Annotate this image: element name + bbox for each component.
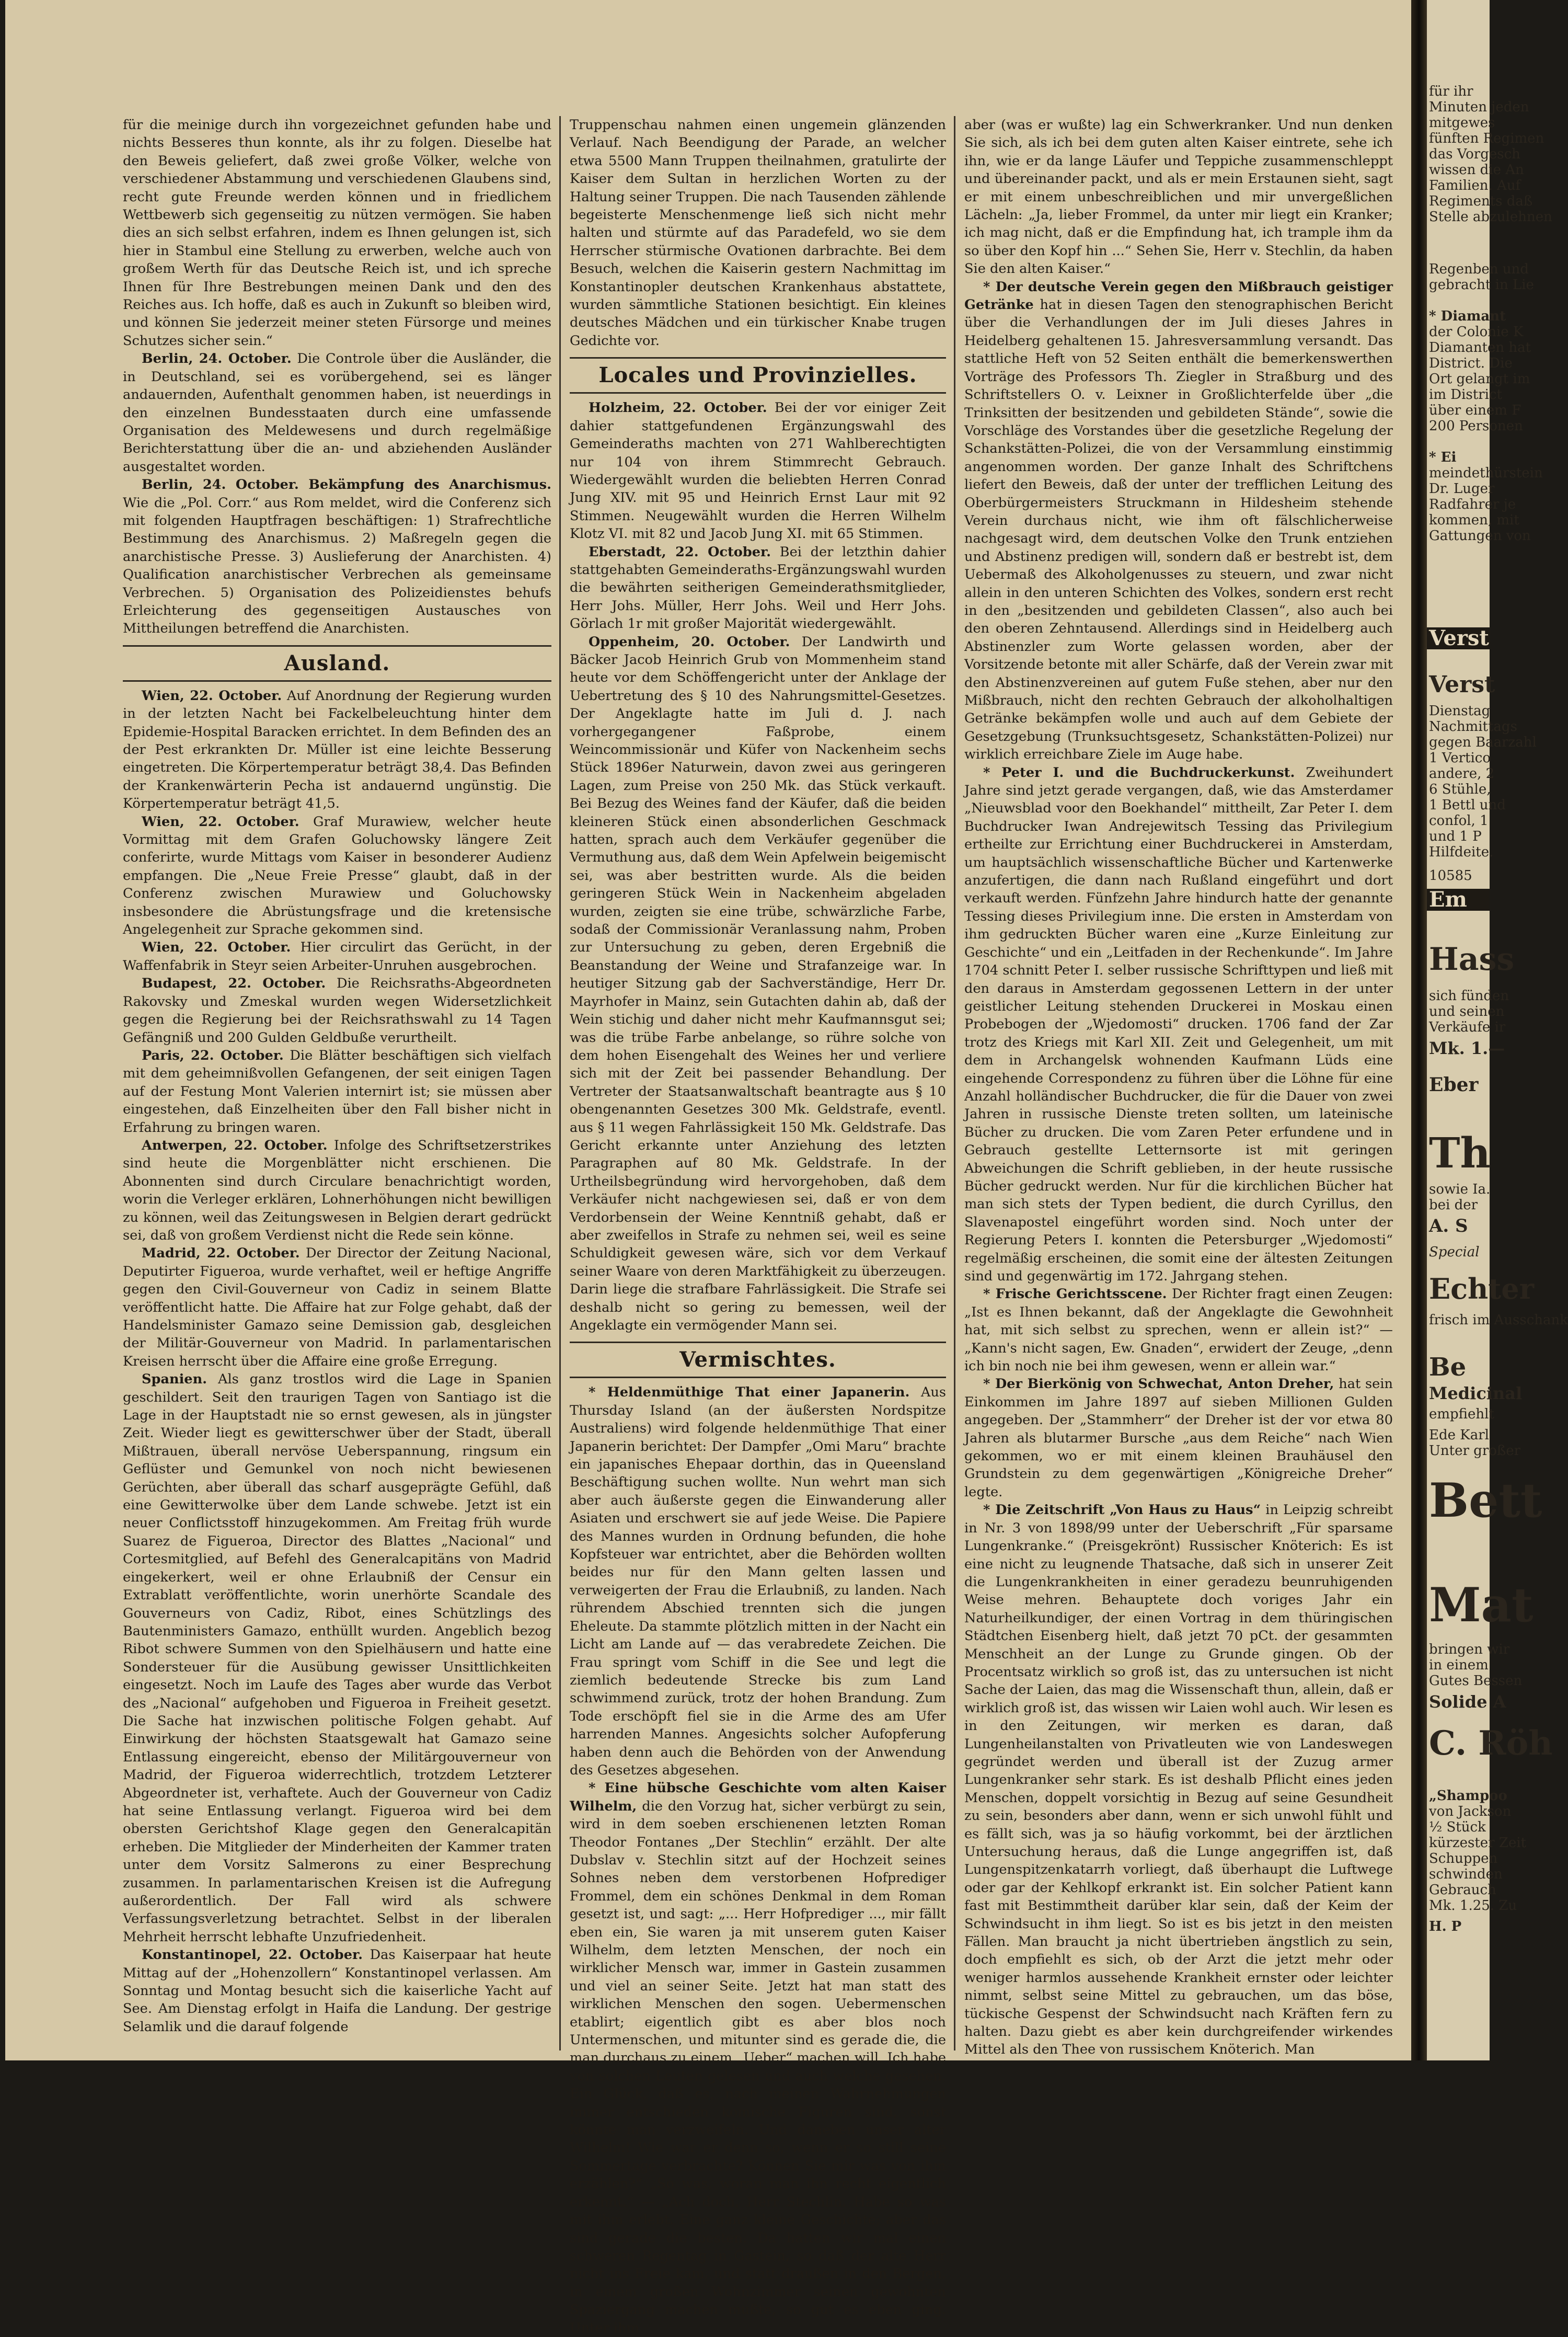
edge-text: Bett (1429, 1473, 1542, 1528)
edge-text: über einem F (1429, 403, 1521, 418)
article-paragraph: Wien, 22. October. Graf Murawiew, welcher heute Vormittag mit dem Grafen Goluchowsky längere Zeit conferirte, wurde Mittags vom Kaiser in besonderer Audienz empfangen. Die „Neue Freie Presse“ glaubt, daß in der Conferenz zwischen Murawiew und Goluchowsky insbesondere die Abrüstungsfrage und die kretensische Angelegenheit zur Sprache gekommen sind. (123, 814, 551, 938)
article-paragraph: * Die Zeitschrift „Von Haus zu Haus“ in Leipzig schreibt in Nr. 3 von 1898/99 unter der Ueberschrift „Für sparsame Lungenkranke.“ (Preisgekrönt) Russischer Knöterich: Es ist eine nicht zu leugnende Thatsache, daß sich in unserer Zeit die Lungenkrankheiten in einer geradezu beunruhigenden Weise mehren. Behauptete doch voriges Jahr ein Naturheilkundiger, der einen Vortrag in dem thüringischen Städtchen Eisenberg hielt, daß jetzt 70 pCt. der gesammten Menschheit an der Lunge zu Grunde gingen. Ob der Procentsatz wirklich so groß ist, das zu untersuchen ist nicht Sache der Laien, das mag die Wissenschaft thun, allein, daß er wirklich groß ist, das wissen wir Laien wohl auch. Wir lesen es in den Zeitungen, wir merken es daran, daß Lungenheilanstalten von Privatleuten wie von Landeswegen gegründet werden und überall ist der Zuzug armer Lungenkranker sehr stark. Es ist deshalb Pflicht eines jeden Menschen, doppelt vorsichtig in Bezug auf seine Gesundheit zu sein, besonders aber dann, wenn er sich unwohl fühlt und es fällt sich, was ja so häufig vorkommt, bei der ärztlichen Untersuchung heraus, daß die Lunge angegriffen ist, daß Lungenspitzenkatarrh vorliegt, daß überhaupt die Luftwege oder gar der Kehlkopf erkrankt ist. Ein solcher Patient kann fast mit Bestimmtheit darüber klar sein, daß der Keim der Schwindsucht in ihm liegt. So ist es bis jetzt in den meisten Fällen. Man braucht ja nicht übertrieben ängstlich zu sein, doch empfiehlt es sich, ob der Arzt die jetzt mehr oder weniger harmlos aussehende Krankheit ernster oder leichter nimmt, selbst seine Mittel zu gebrauchen, um das böse, tückische Gespenst der Schwindsucht nach Kräften fern zu halten. Dazu giebt es aber kein durchgreifender wirkendes Mittel als den Thee von russischem Knöterich. Man (964, 1502, 1393, 2058)
edge-text: Regenben und (1429, 261, 1529, 277)
edge-text: Radfahrer je (1429, 497, 1516, 512)
article-paragraph: Holzheim, 22. October. Bei der vor einiger Zeit dahier stattgefundenen Ergänzungswahl des Gemeinderaths machten von 271 Wahlberechtigten nur 104 von ihrem Stimmrecht Gebrauch. Wiedergewählt wurden die beliebten Herren Conrad Jung XIV. mit 95 und Heinrich Ernst Laur mit 92 Stimmen. Neugewählt wurden die Herren Wilhelm Klotz VI. mit 82 und Jacob Jung XI. mit 65 Stimmen. (570, 400, 946, 542)
edge-text: ½ Stück (1429, 1819, 1486, 1835)
edge-text: 10585 (1429, 868, 1472, 884)
edge-text: kommen, mit (1429, 512, 1519, 528)
edge-text: 6 Stühle, (1429, 782, 1491, 797)
edge-text: C. Röh (1429, 1724, 1553, 1763)
edge-text: Stelle abzulehnen (1429, 209, 1552, 225)
edge-text: für ihr (1429, 84, 1473, 99)
edge-text: gegen Baarzahl (1429, 735, 1537, 750)
edge-text: Gutes Bessen (1429, 1673, 1523, 1689)
edge-text: Unter großer (1429, 1443, 1521, 1459)
edge-text: das Vorgesch (1429, 146, 1520, 162)
edge-text: 1 Vertico (1429, 750, 1491, 766)
edge-text: frisch im Ausschank (1429, 1312, 1568, 1328)
ad-box: Verst (1427, 627, 1490, 649)
article-paragraph: Budapest, 22. October. Die Reichsraths-Abgeordneten Rakovsky und Zmeskal wurden wegen Widersetzlichkeit gegen die Regierung bei der Reichsrathswahl zu 14 Tagen Gefängniß und 200 Gulden Geldbuße verurtheilt. (123, 976, 551, 1046)
edge-text: Mk. 1.25. Zu (1429, 1898, 1517, 1914)
dateline: * Frische Gerichtsscene. (983, 1286, 1167, 1302)
section-heading-locales: Locales und Provinzielles. (570, 357, 946, 394)
edge-text: Dienstag (1429, 703, 1491, 719)
edge-text: Schuppen (1429, 1851, 1498, 1866)
dateline: Wien, 22. October. (142, 688, 282, 704)
article-paragraph: aber (was er wußte) lag ein Schwerkranker. Und nun denken Sie sich, als ich bei dem guten alten Kaiser eintrete, sehe ich ihn, wie er da lange Läufer und Teppiche zusammenschleppt und übereinander packt, und als er mein Erstaunen sieht, sagt er mit einem unbeschreiblichen und mir unvergeßlichen Lächeln: „Ja, lieber Frommel, da unter mir liegt ein Kranker; ich mag nicht, daß er die Empfindung hat, ich trample ihm da so über den Kopf hin ...“ Sehen Sie, Herr v. Stechlin, da haben Sie den alten Kaiser.“ (964, 117, 1393, 277)
dateline: * Heldenmüthige That einer Japanerin. (589, 1384, 910, 1401)
ad-box: Em (1427, 889, 1490, 911)
dateline: Madrid, 22. October. (142, 1245, 300, 1262)
adjacent-page-edge (1427, 0, 1568, 2060)
column-rule (954, 116, 955, 2050)
edge-text: in einem (1429, 1657, 1489, 1673)
edge-text: und seinen (1429, 1004, 1505, 1019)
edge-text: fünften Regimen (1429, 131, 1544, 146)
edge-text: andere, 2 (1429, 766, 1495, 782)
dateline: Konstantinopel, 22. October. (142, 1947, 363, 1963)
edge-text: Special (1429, 1244, 1480, 1260)
dateline: * Die Zeitschrift „Von Haus zu Haus“ (983, 1502, 1261, 1518)
article-paragraph: * Heldenmüthige That einer Japanerin. Aus Thursday Island (an der äußersten Nordspitze Australiens) wird folgende heldenmüthige That einer Japanerin berichtet: Der Dampfer „Omi Maru“ brachte ein japanisches Ehepaar dorthin, das in Queensland Beschäftigung suchen wollte. Nun wehrt man sich aber auch äußerste gegen die Einwanderung aller Asiaten und erschwert sie auf jede Weise. Die Papiere des Mannes wurden in Ordnung befunden, die hohe Kopfsteuer war entrichtet, aber die Behörden wollten beides nur für den Mann gelten lassen und verweigerten der Frau die Erlaubniß, zu landen. Nach rührendem Abschied trennten sich die jungen Eheleute. Da stammte plötzlich mitten in der Nacht ein Licht am Lande auf — das verabredete Zeichen. Die Frau springt vom Schiff in die See und legt die ziemlich bedeutende Strecke bis zum Land schwimmend zurück, trotz der hohen Brandung. Zum Tode erschöpft fiel sie in die Arme des am Ufer harrenden Mannes. Angesichts solcher Aufopferung haben denn auch die Behörden von der Anwendung des Gesetzes abgesehen. (570, 1384, 946, 1778)
edge-text: * Diamant (1429, 308, 1506, 324)
edge-text: im District (1429, 387, 1502, 403)
dateline: Oppenheim, 20. October. (589, 634, 790, 650)
edge-text: der Colonie K (1429, 324, 1524, 340)
edge-text: gebracht in Lie (1429, 277, 1534, 293)
article-paragraph: Madrid, 22. October. Der Director der Zeitung Nacional, Deputirter Figueroa, wurde verhaftet, weil er heftige Angriffe gegen den Civil-Gouverneur von Cadiz in seinem Blatte veröffentlicht hatte. Die Affaire hat zur Folge gehabt, daß der Handelsminister Gamazo seine Demission gab, desgleichen der Militär-Gouverneur von Madrid. In parlamentarischen Kreisen herrscht über die Affaire eine große Erregung. (123, 1245, 551, 1369)
article-paragraph: Wien, 22. October. Auf Anordnung der Regierung wurden in der letzten Nacht bei Fackelbeleuchtung hinter dem Epidemie-Hospital Baracken errichtet. In dem Befinden des an der Pest erkrankten Dr. Müller ist eine leichte Besserung eingetreten. Die Körpertemperatur beträgt 38,4. Das Befinden der Krankenwärterin Pecha ist andauernd ungünstig. Die Körpertemperatur beträgt 41,5. (123, 688, 551, 812)
article-paragraph: * Peter I. und die Buchdruckerkunst. Zweihundert Jahre sind jetzt gerade vergangen, daß, wie das Amsterdamer „Nieuwsblad voor den Boekhandel“ mittheilt, Zar Peter I. dem Buchdrucker Iwan Andrejewitsch Tessing das Privilegium ertheilte zur Errichtung einer Buchdruckerei in Amsterdam, um hauptsächlich wissenschaftliche Bücher und Kartenwerke anzufertigen, die dann nach Rußland eingeführt und dort verkauft werden. Fünfzehn Jahre hindurch hatte der genannte Tessing dieses Privilegium inne. Die ersten in Amsterdam von ihm gedruckten Bücher waren eine „Kurze Einleitung zur Geschichte“ und ein „Leitfaden in der Rechenkunde“. Im Jahre 1704 schnitt Peter I. selber russische Schrifttypen und ließ mit den daraus in Amsterdam gegossenen Lettern in der unter geistlicher Leitung stehenden Druckerei in Moskau einen Probebogen der „Wjedomosti“ drucken. 1706 fand der Zar trotz des Kriegs mit Karl XII. Zeit und Gelegenheit, um mit dem in Archangelsk wohnenden Kaufmann Lüds eine eingehende Correspondenz zu führen über die Löhne für eine Anzahl holländischer Buchdrucker, die für die Dauer von zwei Jahren in russische Dienste treten sollten, um lateinische Bücher zu drucken. Die vom Zaren Peter erfundene und in Gebrauch gestellte Letternsorte ist mit geringen Abweichungen die Schrift geblieben, in der heute russische Bücher gedruckt werden. Nur für die kirchlichen Bücher hat man sich stets der Typen bedient, die durch Cyrillus, den Slavenapostel eingeführt worden sind. Noch unter der Regierung Peters I. konnten die Petersburger „Wjedomosti“ regelmäßig erscheinen, die somit eine der ältesten Zeitungen sind und gegenwärtig im 172. Jahrgang stehen. (964, 764, 1393, 1284)
dateline: Holzheim, 22. October. (589, 400, 767, 416)
edge-text: wissen die An (1429, 162, 1524, 178)
edge-text: Dr. Luger (1429, 481, 1495, 497)
dateline: Spanien. (142, 1371, 207, 1388)
dateline: Wien, 22. October. (142, 814, 299, 830)
edge-text: Diamanten hat (1429, 340, 1531, 356)
section-heading-vermischtes: Vermischtes. (570, 1342, 946, 1378)
edge-text: bringen wir (1429, 1642, 1510, 1657)
edge-text: „Shampoo (1429, 1788, 1507, 1804)
edge-text: Ort gelangt im (1429, 371, 1530, 387)
article-paragraph: Oppenheim, 20. October. Der Landwirth und Bäcker Jacob Heinrich Grub von Mommenheim stand heute vor dem Schöffengericht unter der Anklage der Uebertretung des § 10 des Nahrungsmittel-Gesetzes. Der Angeklagte hatte im Juli d. J. nach vorhergegangener Faßprobe, einem Weincommissionär und Küfer von Nackenheim sechs Stück 1896er Naturwein, davon zwei aus geringeren Lagen, zum Preise von 250 Mk. das Stück verkauft. Bei Bezug des Weines fand der Käufer, daß die beiden kleineren Stück einen absonderlichen Geschmack hatten, sprach auch dem Verkäufer gegenüber die Vermuthung aus, daß dem Wein Apfelwein beigemischt sei, was aber bestritten wurde. Als die beiden geringeren Stück Wein in Nackenheim abgeladen wurden, zeigten sie eine trübe, schwärzliche Farbe, sodaß der Commissionär Veranlassung nahm, Proben zur Untersuchung zu geben, deren Ergebniß die Beanstandung der Weine und Strafanzeige war. In heutiger Sitzung gab der Sachverständige, Herr Dr. Mayrhofer in Mainz, sein Gutachten dahin ab, daß der Wein stichig und daher nicht mehr Kaufmannsgut sei; was die trübe Farbe anbelange, so rühre solche von dem hohen Eisengehalt des Weines her und verliere sich mit der Zeit bei passender Behandlung. Der Vertreter der Staatsanwaltschaft beantragte aus § 10 obengenannten Gesetzes 300 Mk. Geldstrafe, eventl. aus § 11 wegen Fahrlässigkeit 150 Mk. Geldstrafe. Das Gericht erkannte unter Anziehung des letzten Paragraphen auf 80 Mk. Geldstrafe. In der Urtheilsbegründung wird hervorgehoben, daß dem Verkäufer nicht nachgewiesen sei, daß er von dem Verdorbensein der Weine Kenntniß gehabt, daß er aber zweifellos in Strafe zu nehmen sei, weil es seine Schuldigkeit gewesen wäre, sich vor dem Verkauf seiner Waare von deren Marktfähigkeit zu überzeugen. Darin liege die strafbare Fahrlässigkeit. Die Strafe sei deshalb nicht so gering zu bemessen, weil der Angeklagte ein vermögender Mann sei. (570, 634, 946, 1333)
dateline: * Der Bierkönig von Schwechat, Anton Dreher, (983, 1376, 1334, 1392)
edge-text: * Ei (1429, 450, 1457, 465)
edge-text: Gebrauch (1429, 1882, 1496, 1898)
column-1 (123, 116, 551, 2050)
article-paragraph: Antwerpen, 22. October. Infolge des Schriftsetzerstrikes sind heute die Morgenblätter nicht erschienen. Die Abonnenten sind durch Circulare benachrichtigt worden, worin die Verleger erklären, Lohnerhöhungen nicht bewilligen zu können, weil das Zeitungswesen in Belgien derart gedrückt sei, daß von großem Verdienst nicht die Rede sein könne. (123, 1137, 551, 1243)
column-3 (964, 116, 1393, 2058)
edge-text: Eber (1429, 1074, 1479, 1096)
edge-text: Familien. Auf (1429, 178, 1521, 193)
edge-text: Verst (1429, 671, 1495, 698)
section-heading-ausland: Ausland. (123, 645, 551, 682)
edge-text: Regiments daß (1429, 193, 1533, 209)
edge-text: Hilfdeite. (1429, 844, 1494, 860)
dateline: Wien, 22. October. (142, 940, 291, 956)
edge-text: H. P (1429, 1919, 1462, 1934)
dateline: Eberstadt, 22. October. (589, 544, 771, 560)
edge-text: Echter (1429, 1272, 1535, 1305)
dateline: Berlin, 24. October. (142, 351, 292, 367)
edge-text: bei der (1429, 1197, 1478, 1213)
edge-text: schwinden (1429, 1866, 1503, 1882)
edge-text: Verkäufe ir (1429, 1019, 1506, 1035)
dateline: * Der deutsche Verein gegen den Mißbrauch geistiger Getränke (964, 279, 1393, 313)
edge-text: und 1 P (1429, 829, 1482, 844)
edge-text: mitgewes (1429, 115, 1495, 131)
edge-text: Mk. 1.— (1429, 1038, 1505, 1058)
dateline: * Peter I. und die Buchdruckerkunst. (983, 764, 1295, 781)
edge-text: Nachmittags (1429, 719, 1517, 735)
edge-text: District. Die (1429, 356, 1513, 371)
column-2 (570, 116, 946, 2336)
article-paragraph: für die meinige durch ihn vorgezeichnet gefunden habe und nichts Besseres thun konnte, als ihr zu folgen. Dieselbe hat den Beweis geliefert, daß zwei große Völker, welche von verschiedener Abstammung und verschiedenen Glaubens sind, recht gute Freunde werden können und in friedlichem Wettbewerb sich gegenseitig zu nützen vermögen. Sie haben dies an sich selbst erfahren, indem es Ihnen gelungen ist, sich hier in Stambul eine Stellung zu erwerben, welche auch von großem Werth für das Deutsche Reich ist, und ich spreche Ihnen für Ihre Bestrebungen meinen Dank und den des Reiches aus. Ich hoffe, daß es auch in Zukunft so bleiben wird, und können Sie jederzeit meiner steten Fürsorge und meines Schutzes sicher sein.“ (123, 117, 551, 349)
edge-text: Minuten jeden (1429, 99, 1529, 115)
edge-text: 200 Personen (1429, 418, 1523, 434)
article-paragraph: * Der Bierkönig von Schwechat, Anton Dreher, hat sein Einkommen im Jahre 1897 auf sieben Millionen Gulden angegeben. Der „Stammherr“ der Dreher ist der vor etwa 80 Jahren als blutarmer Bursche „aus dem Reiche“ nach Wien gekommen, wo er mit einem kleinen Brauhäusel den Grundstein zu dem gegenwärtigen „Königreiche Dreher“ legte. (964, 1376, 1393, 1500)
article-paragraph: Berlin, 24. October. Bekämpfung des Anarchismus. Wie die „Pol. Corr.“ aus Rom meldet, wird die Conferenz sich mit folgenden Hauptfragen beschäftigen: 1) Strafrechtliche Bestimmung des Anarchismus. 2) Maßregeln gegen die anarchistische Presse. 3) Auslieferung der Anarchisten. 4) Qualification anarchistischer Verbrechen als gemeinsame Verbrechen. 5) Organisation des Polizeidienstes behufs Erleichterung des gegenseitigen Austausches von Mittheilungen betreffend die Anarchisten. (123, 477, 551, 637)
edge-text: 1 Bettl und (1429, 797, 1506, 813)
dateline: Antwerpen, 22. October. (142, 1137, 328, 1153)
article-paragraph: Wien, 22. October. Hier circulirt das Gerücht, in der Waffenfabrik in Steyr seien Arbeiter-Unruhen ausgebrochen. (123, 940, 551, 973)
edge-text: empfiehlt (1429, 1406, 1494, 1422)
edge-text: Medicinal (1429, 1383, 1523, 1403)
edge-text: Ede Karl (1429, 1427, 1489, 1443)
edge-text: kürzester Zeit (1429, 1835, 1527, 1851)
edge-text: Be (1429, 1353, 1467, 1382)
article-paragraph: Eberstadt, 22. October. Bei der letzthin dahier stattgehabten Gemeinderaths-Ergänzungswahl wurden die bewährten seitherigen Gemeinderathsmitglieder, Herr Johs. Müller, Herr Johs. Weil und Herr Johs. Görlach 1r mit großer Majorität wiedergewählt. (570, 544, 946, 632)
edge-text: Hass (1429, 941, 1515, 978)
edge-text: sowie Ia. (1429, 1182, 1491, 1197)
edge-text: Solide A (1429, 1692, 1506, 1712)
edge-text: meindethürstein (1429, 465, 1543, 481)
article-paragraph: Berlin, 24. October. Die Controle über die Ausländer, die in Deutschland, sei es vorübergehend, sei es länger andauernden, Aufenthalt genommen haben, ist neuerdings in den einzelnen Bundesstaaten durch eine umfassende Organisation des Meldewesens und durch regelmäßige Berichterstattung über die an- und abziehenden Ausländer ausgestaltet worden. (123, 351, 551, 475)
dateline: * Eine hübsche Geschichte vom alten Kaiser Wilhelm, (570, 1780, 946, 1814)
article-paragraph: Paris, 22. October. Die Blätter beschäftigen sich vielfach mit dem geheimnißvollen Gefangenen, der seit einigen Tagen auf der Festung Mont Valerien internirt ist; sie müssen aber eingestehen, daß Einzelheiten über den Fall bisher nicht in Erfahrung zu bringen waren. (123, 1047, 552, 1136)
dateline: Paris, 22. October. (142, 1047, 284, 1063)
article-paragraph: * Frische Gerichtsscene. Der Richter fragt einen Zeugen: „Ist es Ihnen bekannt, daß der Angeklagte die Gewohnheit hat, mit sich selbst zu sprechen, wenn er allein ist?“ — „Kann's nicht sagen, Ew. Gnaden“, erwidert der Zeuge, „denn ich bin noch nie bei ihm gewesen, wenn er allein war.“ (964, 1286, 1393, 1374)
edge-text: Th (1429, 1128, 1491, 1177)
edge-text: A. S (1429, 1216, 1468, 1236)
edge-text: confol, 1 (1429, 813, 1489, 829)
edge-text: von Jackson (1429, 1804, 1512, 1819)
article-paragraph: * Der deutsche Verein gegen den Mißbrauch geistiger Getränke hat in diesen Tagen den stenographischen Bericht über die Verhandlungen der im Juli dieses Jahres in Heidelberg gehaltenen 15. Jahresversammlung versandt. Das stattliche Heft von 52 Seiten enthält die bemerkenswerthen Vorträge des Professors Th. Ziegler in Straßburg und des Schriftstellers O. v. Leixner in Großlichterfelde über „die Trinksitten der besitzenden und gebildeten Stände“, sowie die Vorschläge des Vorstandes über die gesetzliche Regelung der Schankstätten-Polizei, die von der Versammlung einstimmig angenommen worden. Der ganze Inhalt des Schriftchens liefert den Beweis, daß der unter der trefflichen Leitung des Oberbürgermeisters Struckmann in Hildesheim stehende Verein durchaus nicht, wie ihm oft fälschlicherweise nachgesagt wird, dem deutschen Volke den Trunk entziehen und Abstinenz predigen will, sondern daß er bestrebt ist, dem Uebermaß des Alkoholgenusses zu steuern, und zwar nicht allein in den unteren Schichten des Volkes, sondern erst recht in den „besitzenden und gebildeten Classen“, also auch bei den oberen Zehntausend. Allerdings sind in Heidelberg auch Abstinenzler zum Worte gelassen worden, aber der Vorsitzende betonte mit aller Schärfe, daß der Verein zwar mit den Abstinenzvereinen auf gutem Fuße stehen, aber nur den Mißbrauch, nicht den rechten Gebrauch der alkoholhaltigen Getränke bekämpfen wolle und auch auf dem Gebiete der Gesetzgebung (Trunksuchtsgesetz, Schankstätten-Polizei) nur wirklich erreichbare Ziele im Auge habe. (964, 279, 1393, 763)
dateline: Berlin, 24. October. Bekämpfung des Anarchismus. (142, 477, 551, 493)
article-paragraph: Truppenschau nahmen einen ungemein glänzenden Verlauf. Nach Beendigung der Parade, an welcher etwa 5500 Mann Truppen theilnahmen, gratulirte der Kaiser dem Sultan in herzlichen Worten zu der Haltung seiner Truppen. Die nach Tausenden zählende begeisterte Menschenmenge ließ sich nicht mehr halten und stürmte auf das Paradefeld, wo sie dem Herrscher stürmische Ovationen darbrachte. Bei dem Besuch, welchen die Kaiserin gestern Nachmittag im Konstantinopler deutschen Krankenhaus abstattete, wurden sämmtliche Stationen besichtigt. Ein kleines deutsches Mädchen und ein türkischer Knabe trugen Gedichte vor. (570, 117, 946, 349)
edge-text: sich fünden (1429, 988, 1509, 1004)
article-paragraph: Spanien. Als ganz trostlos wird die Lage in Spanien geschildert. Seit den traurigen Tagen von Santiago ist die Lage in der Hauptstadt nie so ernst gewesen, als in jüngster Zeit. Wieder liegt es gewitterschwer über der Stadt, überall Mißtrauen, überall nervöse Ueberspannung, ringsum ein Geflüster und Gemunkel von noch nicht bewiesenen Gerüchten, aber überall das scharf ausgeprägte Gefühl, daß eine Gewitterwolke über dem Lande schwebe. Jetzt ist ein neuer Conflictsstoff hinzugekommen. Am Freitag früh wurde Suarez de Figueroa, Director des Blattes „Nacional“ und Cortesmitglied, auf Befehl des Generalcapitäns von Madrid eingekerkert, weil er ohne Erlaubniß der Censur ein Extrablatt veröffentlichte, worin unerhörte Scandale des Gouverneurs von Cadiz, Ribot, eines Schützlings des Bautenministers Gamazo, enthüllt wurden. Angeblich bezog Ribot schwere Summen von den Spielhäusern und hatte eine Sondersteuer für die Ausübung gewisser Unsittlichkeiten eingesetzt. Noch im Laufe des Tages aber wurde das Verbot des „Nacional“ aufgehoben und Figueroa in Freiheit gesetzt. Die Sache hat inzwischen politische Folgen gehabt. Auf Einwirkung der höchsten Staatsgewalt hat Gamazo seine Entlassung eingereicht, ebenso der Militärgouverneur von Madrid, der Figueroa widerrechtlich, trotzdem Letzterer Abgeordneter ist, verhaftete. Auch der Gouverneur von Cadiz hat seine Entlassung verlangt. Figueroa wird bei dem obersten Gerichtshof Klage gegen den Generalcapitän erheben. Die Mitglieder der Minderheiten der Kammer traten unter dem Vorsitz Salmerons zu einer Besprechung zusammen. In parlamentarischen Kreisen ist die Aufregung außerordentlich. Der Fall wird als schwere Verfassungsverletzung betrachtet. Selbst in der liberalen Mehrheit herrscht lebhafte Unzufriedenheit. (123, 1371, 551, 1945)
column-rule (559, 116, 561, 2050)
edge-text: Mat (1429, 1577, 1534, 1633)
book-spine (1411, 0, 1427, 2060)
article-paragraph: * Eine hübsche Geschichte vom alten Kaiser Wilhelm, die den Vorzug hat, sicher verbürgt zu sein, wird in dem soeben erschienenen letzten Roman Theodor Fontanes „Der Stechlin“ erzählt. Der alte Dubslav v. Stechlin sitzt auf der Hochzeit seines Sohnes neben dem verstorbenen Hofprediger Frommel, dem ein schönes Denkmal in dem Roman gesetzt ist, und sagt: „... Herr Hofprediger ..., mir fällt eben ein, Sie waren ja mit unserem guten Kaiser Wilhelm, dem letzten Menschen, der noch ein wirklicher Mensch war, immer in Gastein zusammen und viel an seiner Seite. Jetzt hat man statt des wirklichen Menschen den sogen. Uebermenschen etablirt; eigentlich gibt es aber blos noch Untermenschen, und mitunter sind es gerade die, die man durchaus zu einem „Ueber“ machen will. Ich habe von solchen Leuten gelesen und auch welche gesehen. Ein Glück, daß es, nach meinen Wahrnehmungen immer entschieden komische Figuren sind, sonst könnte man verzweifeln. Und daneben unser alter Wilhelm! Wie war er denn so, wenn er so still seine Sommertage verbrachte? Können Sie mir was von ihm erzählen?“ „So was, woran man ihn recht eigentlich erkennt.“ — „Ach doch, Herr Stechlin. Habe so was mit ihm erlebt. Eine ganz kleine Geschichte; aber das sind gerade die besten. Da hatten wir mal einen schweren Regentag in Gastein, so daß der alte Herr nicht ins Freie kam, und statt draußen in den Bergen, in einem großen Wohnzimmer seinen gewohnten Spaziergang machen mußte, so gut es eben ging. Unter ihm (570, 1780, 946, 2336)
edge-text: Gattungen von (1429, 528, 1531, 544)
newspaper-page (5, 0, 1411, 2336)
dateline: Budapest, 22. October. (142, 976, 326, 992)
article-paragraph: Konstantinopel, 22. October. Das Kaiserpaar hat heute Mittag auf der „Hohenzollern“ Konstantinopel verlassen. Am Sonntag und Montag besucht sich die kaiserliche Yacht auf See. Am Dienstag erfolgt in Haifa die Landung. Der gestrige Selamlik und die darauf folgende (123, 1947, 551, 2035)
